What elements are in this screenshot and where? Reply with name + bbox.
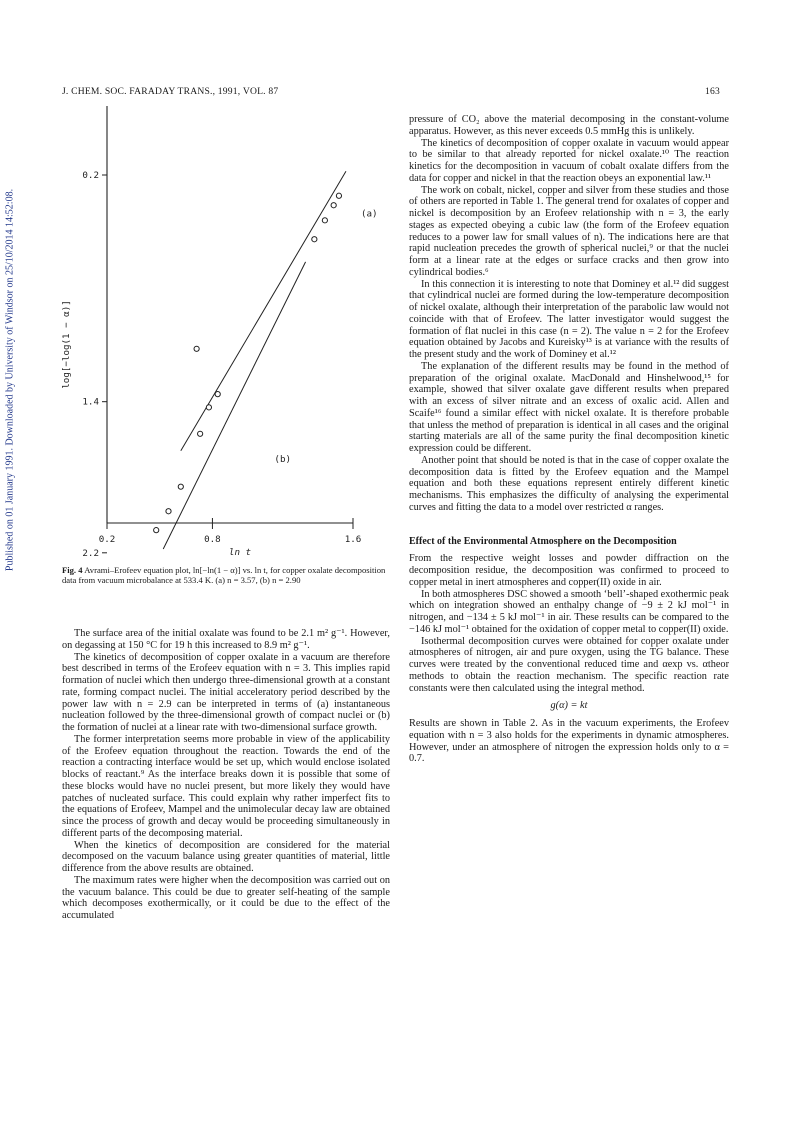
right-column — [409, 114, 729, 765]
equation: g(α) = kt — [550, 700, 588, 712]
download-note-text: Published on 01 January 1991. Downloaded by University of Windsor on 25/10/2014 14:52:08. — [4, 188, 16, 572]
x-tick-label: 0.8 — [204, 534, 221, 545]
data-point — [215, 392, 220, 397]
x-tick-label: 1.6 — [344, 534, 362, 545]
figure-caption-text: Avrami–Erofeev equation plot, ln[−ln(1 − α)] vs. ln t, for copper oxalate decomposition data from vacuum microbalance at 533.4 K. (a) n = 3.57, (b) n = 2.90 — [62, 565, 386, 586]
y-tick-label: 2.2 — [82, 547, 99, 559]
paragraph: The explanation of the different results may be found in the method of preparation of the original oxalate. MacDonald and Hinshelwood,¹⁵ for example, showed that silver oxalate gave different results when prepared with an excess of silver nitrate and an excess of oxalic acid. Allen and Scaife¹⁶ found a similar effect with nickel oxalate. It is therefore probable that unless the method of preparation is identical in all cases and the original starting materials are all of the same purity the final decomposition kinetic expression could be different. — [409, 360, 729, 454]
section-title: Effect of the Environmental Atmosphere on the Decomposition — [409, 535, 677, 547]
data-point — [198, 431, 203, 436]
y-tick-label: 0.2 — [82, 170, 99, 181]
data-point — [166, 509, 171, 514]
series-label-a: (a) — [360, 208, 378, 220]
paragraph: In both atmospheres DSC showed a smooth ‘bell’-shaped exothermic peak which on integration showed an enthalpy change of −9 ± 2 kJ mol⁻¹ in nitrogen, and −134 ± 5 kJ mol⁻¹ in air. These results can be compared to the −146 kJ mol⁻¹ obtained for the oxidation of copper metal to copper(II) oxide. — [409, 588, 729, 635]
page-number: 163 — [705, 86, 720, 97]
figure-caption — [62, 565, 390, 586]
download-note — [3, 90, 17, 670]
figure-label: Fig. 4 — [62, 565, 83, 575]
paragraph: From the respective weight losses and powder diffraction on the decomposition residue, the decomposition was confirmed to proceed to copper metal in inert atmospheres and copper(II) oxide in air. — [409, 553, 729, 588]
data-point — [312, 237, 317, 242]
paragraph: The work on cobalt, nickel, copper and silver from these studies and those of others are reported in Table 1. The general trend for oxalates of copper and nickel is decomposition by an Erofeev relationship with n = 3, the early stages as expected obeying a cubic law (the form of the Erofeev equation reduces to a power law for small values of n). The indications here are that rapid nucleation precedes the growth of spherical nuclei,⁹ or that the nuclei form at a linear rate at the edges or surface cracks and then grow into cylindrical bodies.⁶ — [409, 184, 729, 278]
data-point — [331, 203, 336, 208]
data-point — [154, 528, 159, 533]
paragraph: The former interpretation seems more probable in view of the applicability of the Erofeev equation throughout the reaction. Towards the end of the reaction a contracting interface would be set up, which would enclose isolated blocks of reactant.⁹ As the interface breaks down it is possible that some of these blocks would have no nuclei present, but more likely they would have patches of nucleated surface. This could explain why rather imperfect fits to the equations of Erofeev, Mampel and the unimolecular decay law are obtained since the process of growth and decay would be proceeding simultaneously in different parts of the decomposing material. — [62, 733, 390, 839]
data-point — [206, 405, 211, 410]
paragraph: The maximum rates were higher when the decomposition was carried out on the vacuum balance. This could be due to greater self-heating of the sample which decomposes exothermically, or it could be due to the effect of the accumulated — [62, 874, 390, 921]
fit-line — [163, 262, 305, 549]
paragraph: Isothermal decomposition curves were obtained for copper oxalate under atmospheres of nitrogen, air and pure oxygen, using the TG balance. These curves were treated by the conventional reduced time and αexp vs. αtheor methods to obtain the reaction mechanism. The specific reaction rate constants were then calculated using the integral method. — [409, 635, 729, 694]
paragraph: The surface area of the initial oxalate was found to be 2.1 m² g⁻¹. However, on degassing at 150 °C for 19 h this increased to 8.9 m² g⁻¹. — [62, 628, 390, 651]
paragraph: The kinetics of decomposition of copper oxalate in a vacuum are therefore best described in terms of the Erofeev equation with n = 3. This implies rapid formation of nuclei which then undergo three-dimensional growth at a constant rate, forming compact nuclei. The initial acceleratory period described by the power law with n = 2.9 can be interpreted in terms of (a) instantaneous nucleation followed by the three-dimensional growth of compact nuclei or (b) the formation of nuclei at a linear rate with two-dimensional surface growth. — [62, 651, 390, 733]
data-point — [178, 484, 183, 489]
data-point — [194, 346, 199, 351]
data-point — [322, 218, 327, 223]
paragraph: Another point that should be noted is that in the case of copper oxalate the decomposition data is fitted by the Erofeev equation and the Mampel equation and both these equations represent entirely different kinetic mechanisms. This emphasizes the difficulty of analysing the experimental curves and fitting the data to a model over restricted α ranges. — [409, 454, 729, 513]
paragraph: When the kinetics of decomposition are considered for the material decomposed on the vacuum balance using greater quantities of material, little difference from the above results are obtained. — [62, 839, 390, 874]
x-axis-label: ln t — [228, 547, 252, 558]
data-point — [336, 193, 341, 198]
left-column — [62, 628, 390, 922]
fit-line — [181, 171, 346, 451]
journal-header: J. CHEM. SOC. FARADAY TRANS., 1991, VOL. 87 — [62, 86, 279, 97]
paragraph: pressure of CO₂ above the material decomposing in the constant-volume apparatus. However, as this never exceeds 0.5 mmHg this is unlikely. — [409, 114, 729, 137]
paragraph: Results are shown in Table 2. As in the vacuum experiments, the Erofeev equation with n = 3 also holds for the experiments in dynamic atmospheres. However, under an atmosphere of nitrogen the expression holds only to α = 0.7. — [409, 718, 729, 765]
series-label-b: (b) — [274, 454, 292, 466]
paragraph: In this connection it is interesting to note that Dominey et al.¹² did suggest that cylindrical nuclei are formed during the low-temperature decomposition of nickel oxalate, although their interpretation of the parabolic law would not coincide with that of Erofeev. The latter investigator would suggest the formation of flat nuclei in this case (n = 2). The value n = 2 for the Erofeev equation obtained by Jacobs and Kureisky¹³ is at variance with the results of the present study and the work of Dominey et al.¹² — [409, 278, 729, 360]
y-tick-label: 1.4 — [82, 396, 99, 408]
figure-4-chart — [55, 100, 385, 570]
x-tick-label: 0.2 — [98, 534, 116, 545]
y-axis-label: log[−log(1 − α)] — [61, 300, 72, 389]
paragraph: The kinetics of decomposition of copper oxalate in vacuum would appear to be similar to that already reported for nickel oxalate.¹⁰ The reaction kinetics for the decomposition in vacuum of cobalt oxalate differs from the data for copper and nickel in that the reaction obeys an exponential law.¹¹ — [409, 137, 729, 184]
